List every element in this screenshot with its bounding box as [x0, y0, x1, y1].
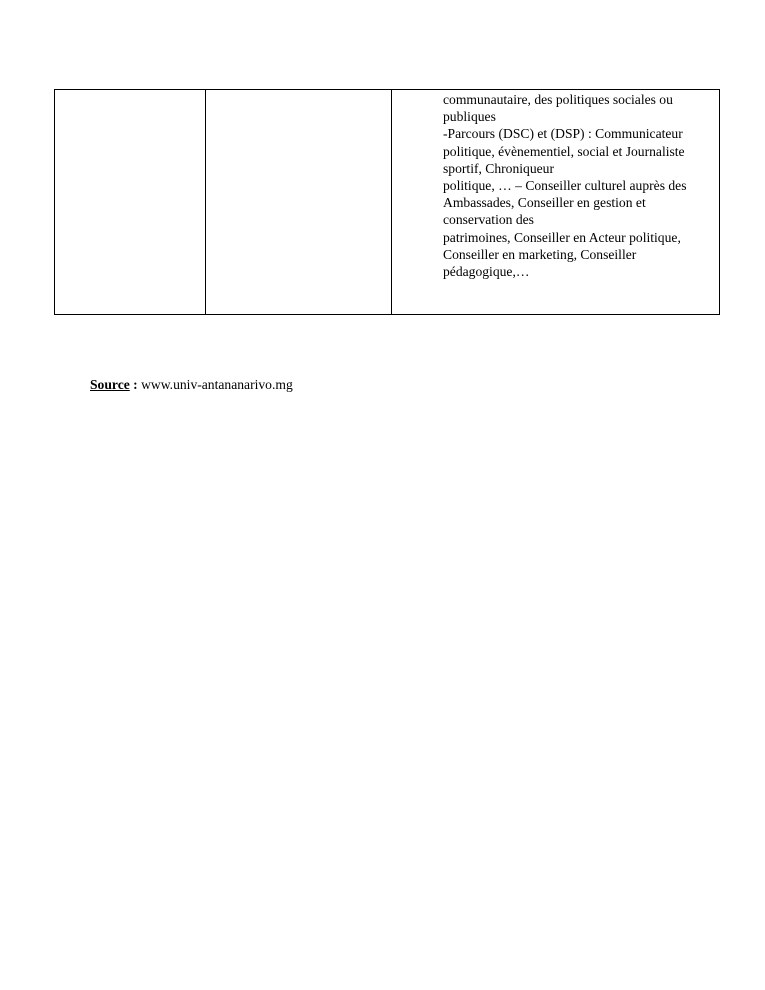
source-note: [90, 376, 293, 393]
career-table: [54, 89, 720, 315]
text-line: sportif, Chroniqueur: [443, 160, 555, 176]
text-line: Ambassades, Conseiller en gestion et: [443, 195, 646, 211]
text-line: politique, … – Conseiller culturel auprès des: [443, 178, 687, 194]
table-cell-col3: [392, 90, 719, 314]
text-line: communautaire, des politiques sociales ou: [443, 92, 673, 107]
source-value: www.univ-antananarivo.mg: [137, 377, 293, 392]
text-line: politique, évènementiel, social et Journaliste: [443, 143, 685, 159]
table-cell-col2: [206, 90, 392, 314]
text-line: patrimoines, Conseiller en Acteur politique,: [443, 229, 681, 245]
text-line: -Parcours (DSC) et (DSP) : Communicateur: [443, 126, 683, 142]
text-line: Conseiller en marketing, Conseiller: [443, 246, 637, 262]
source-label: Source: [90, 377, 130, 392]
text-line: pédagogique,…: [443, 264, 530, 280]
text-line: conservation des: [443, 212, 534, 228]
text-line: publiques: [443, 109, 496, 125]
source-colon: :: [129, 377, 138, 392]
table-cell-col1: [55, 90, 206, 314]
